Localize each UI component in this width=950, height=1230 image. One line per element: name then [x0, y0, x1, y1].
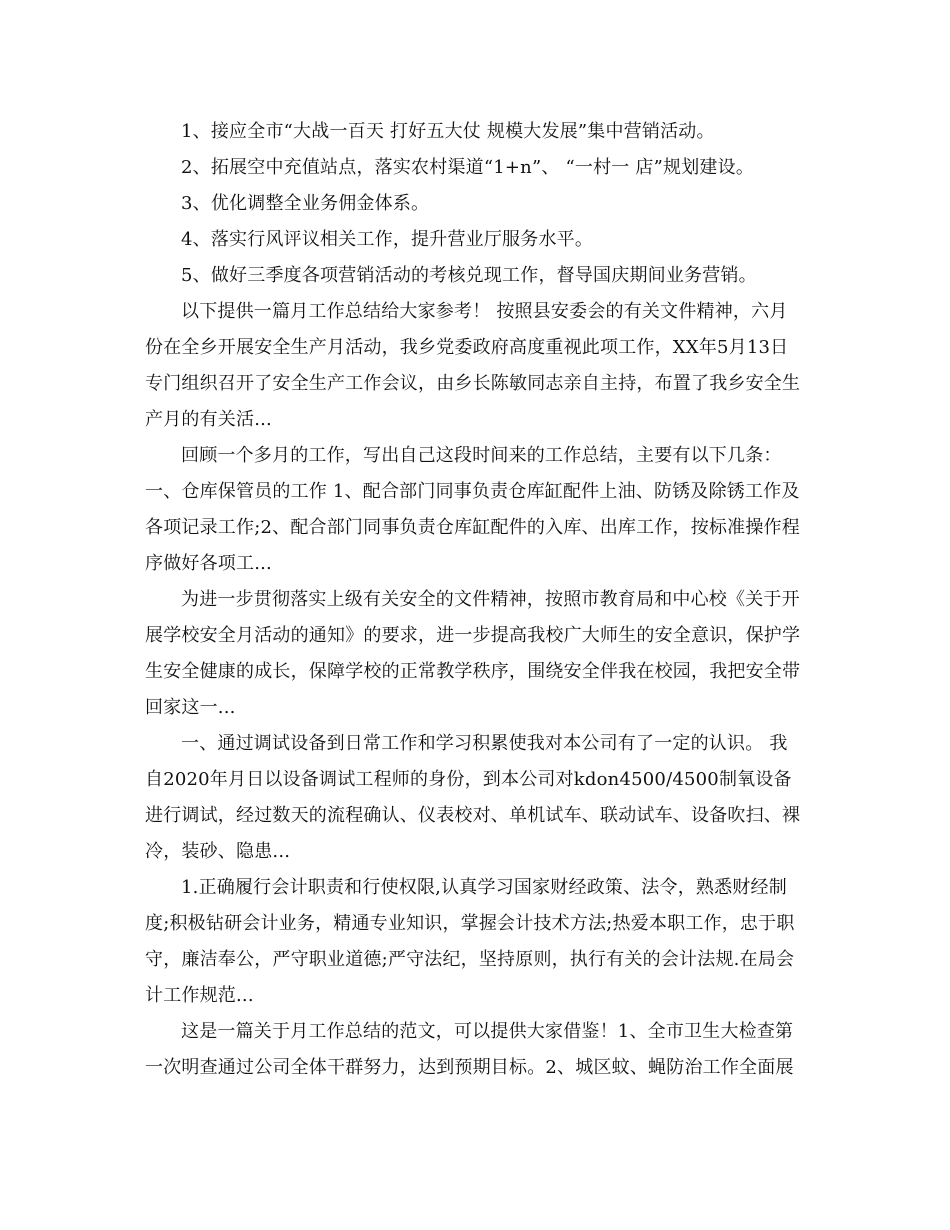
- paragraph-2: 回顾一个多月的工作，写出自己这段时间来的工作总结，主要有以下几条：一、仓库保管员的工作 1、配合部门同事负责仓库缸配件上油、防锈及除锈工作及各项记录工作;2、配合部门同事负责仓库缸配件的入库、出库工作，按标准操作程序做好各项工...: [145, 445, 800, 574]
- paragraph-4: 一、通过调试设备到日常工作和学习积累使我对本公司有了一定的认识。 我自2020年月日以设备调试工程师的身份，到本公司对kdon4500/4500制氧设备进行调试，经过数天的流程确认、仪表校对、单机试车、联动试车、设备吹扫、裸冷，装砂、隐患...: [145, 733, 801, 862]
- list-item-2: 2、拓展空中充值站点，落实农村渠道“1+n”、 “一村一 店”规划建设。: [181, 157, 755, 178]
- list-item-1: 1、接应全市“大战一百天 打好五大仗 规模大发展”集中营销活动。: [181, 121, 715, 142]
- paragraph-1: 以下提供一篇月工作总结给大家参考！ 按照县安委会的有关文件精神，六月份在全乡开展安全生产月活动，我乡党委政府高度重视此项工作，XX年5月13日专门组织召开了安全生产工作会议，由乡长陈敏同志亲自主持，布置了我乡安全生产月的有关活...: [145, 301, 801, 430]
- list-item-4: 4、落实行风评议相关工作，提升营业厅服务水平。: [181, 229, 594, 250]
- list-item-5: 5、做好三季度各项营销活动的考核兑现工作，督导国庆期间业务营销。: [181, 265, 757, 286]
- paragraph-5: 1.正确履行会计职责和行使权限,认真学习国家财经政策、法令，熟悉财经制度;积极钻研会计业务，精通专业知识，掌握会计技术方法;热爱本职工作，忠于职守，廉洁奉公，严守职业道德;严守法纪，坚持原则，执行有关的会计法规.在局会计工作规范...: [145, 877, 795, 1006]
- list-item-3: 3、优化调整全业务佣金体系。: [181, 193, 430, 214]
- document-body: [145, 114, 805, 1086]
- paragraph-3: 为进一步贯彻落实上级有关安全的文件精神，按照市教育局和中心校《关于开展学校安全月活动的通知》的要求，进一步提高我校广大师生的安全意识，保护学生安全健康的成长，保障学校的正常教学秩序，围绕安全伴我在校园，我把安全带回家这一...: [145, 589, 801, 718]
- paragraph-6: 这是一篇关于月工作总结的范文，可以提供大家借鉴！1、全市卫生大检查第一次明查通过公司全体干群努力，达到预期目标。2、城区蚊、蝇防治工作全面展: [145, 1021, 794, 1078]
